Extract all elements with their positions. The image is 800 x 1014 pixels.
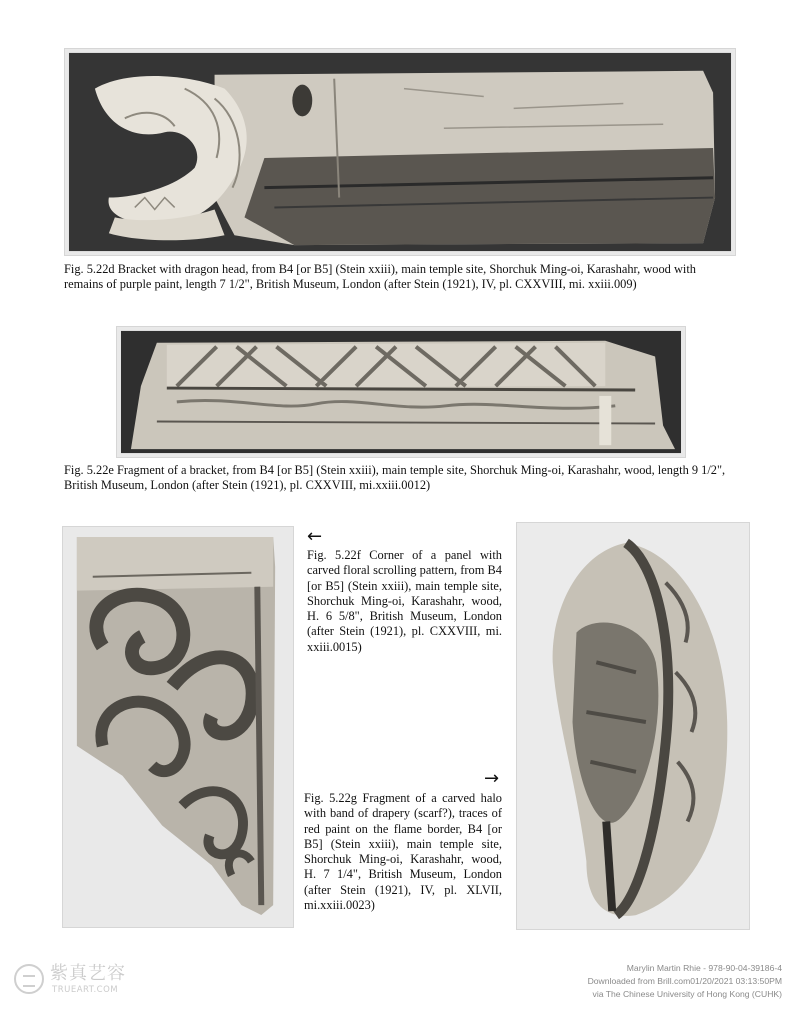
figure-g-photo [516, 522, 750, 930]
footer-line-download: Downloaded from Brill.com01/20/2021 03:13:50PM [587, 976, 782, 986]
watermark-logo [14, 962, 144, 1002]
seal-icon [14, 964, 44, 994]
bracket-fragment-image [117, 327, 685, 457]
figure-f-photo [62, 526, 294, 928]
watermark-name: 紫真艺容 [50, 963, 126, 984]
watermark-url: TRUEART.COM [52, 985, 119, 995]
figure-g-caption: Fig. 5.22g Fragment of a carved halo with band of drapery (scarf?), traces of red paint on the flame border, B4 [or B5] (Stein xxiii), main temple site, Shorchuk Ming-oi, Karashahr, wood, H. 7 1/4", British Museum, London (after Stein (1921), IV, pl. XLVII, mi.xxiii.0023) [304, 791, 502, 913]
right-arrow-icon: → [484, 768, 500, 789]
left-arrow-icon: ← [307, 526, 323, 547]
dragon-bracket-image [65, 49, 735, 255]
footer-line-via: via The Chinese University of Hong Kong (CUHK) [592, 989, 782, 999]
figure-f-caption: Fig. 5.22f Corner of a panel with carved floral scrolling pattern, from B4 [or B5] (Stein xxiii), main temple site, Shorchuk Ming-oi, Karashahr, wood, H. 6 5/8", British Museum, London (after Stein (1921), pl. CXXVIII, mi. xxiii.0015) [307, 548, 502, 654]
figure-e-photo [116, 326, 686, 458]
carved-halo-image [517, 523, 749, 929]
footer-line-author: Marylin Martin Rhie - 978-90-04-39186-4 [626, 963, 782, 973]
figure-d-photo [64, 48, 736, 256]
figure-d-caption: Fig. 5.22d Bracket with dragon head, from B4 [or B5] (Stein xxiii), main temple site, Shorchuk Ming-oi, Karashahr, wood with remains of purple paint, length 7 1/2", British Museum, London (after Stein (1921), IV, pl. CXXVIII, mi. xxiii.009) [64, 262, 697, 291]
floral-panel-image [63, 527, 293, 927]
figure-e-caption: Fig. 5.22e Fragment of a bracket, from B4 [or B5] (Stein xxiii), main temple site, Shorchuk Ming-oi, Karashahr, wood, length 9 1/2", British Museum, London (after Stein (1921), pl. CXXVIII, mi.xxiii.0012) [64, 463, 726, 492]
download-footer [462, 962, 782, 1001]
